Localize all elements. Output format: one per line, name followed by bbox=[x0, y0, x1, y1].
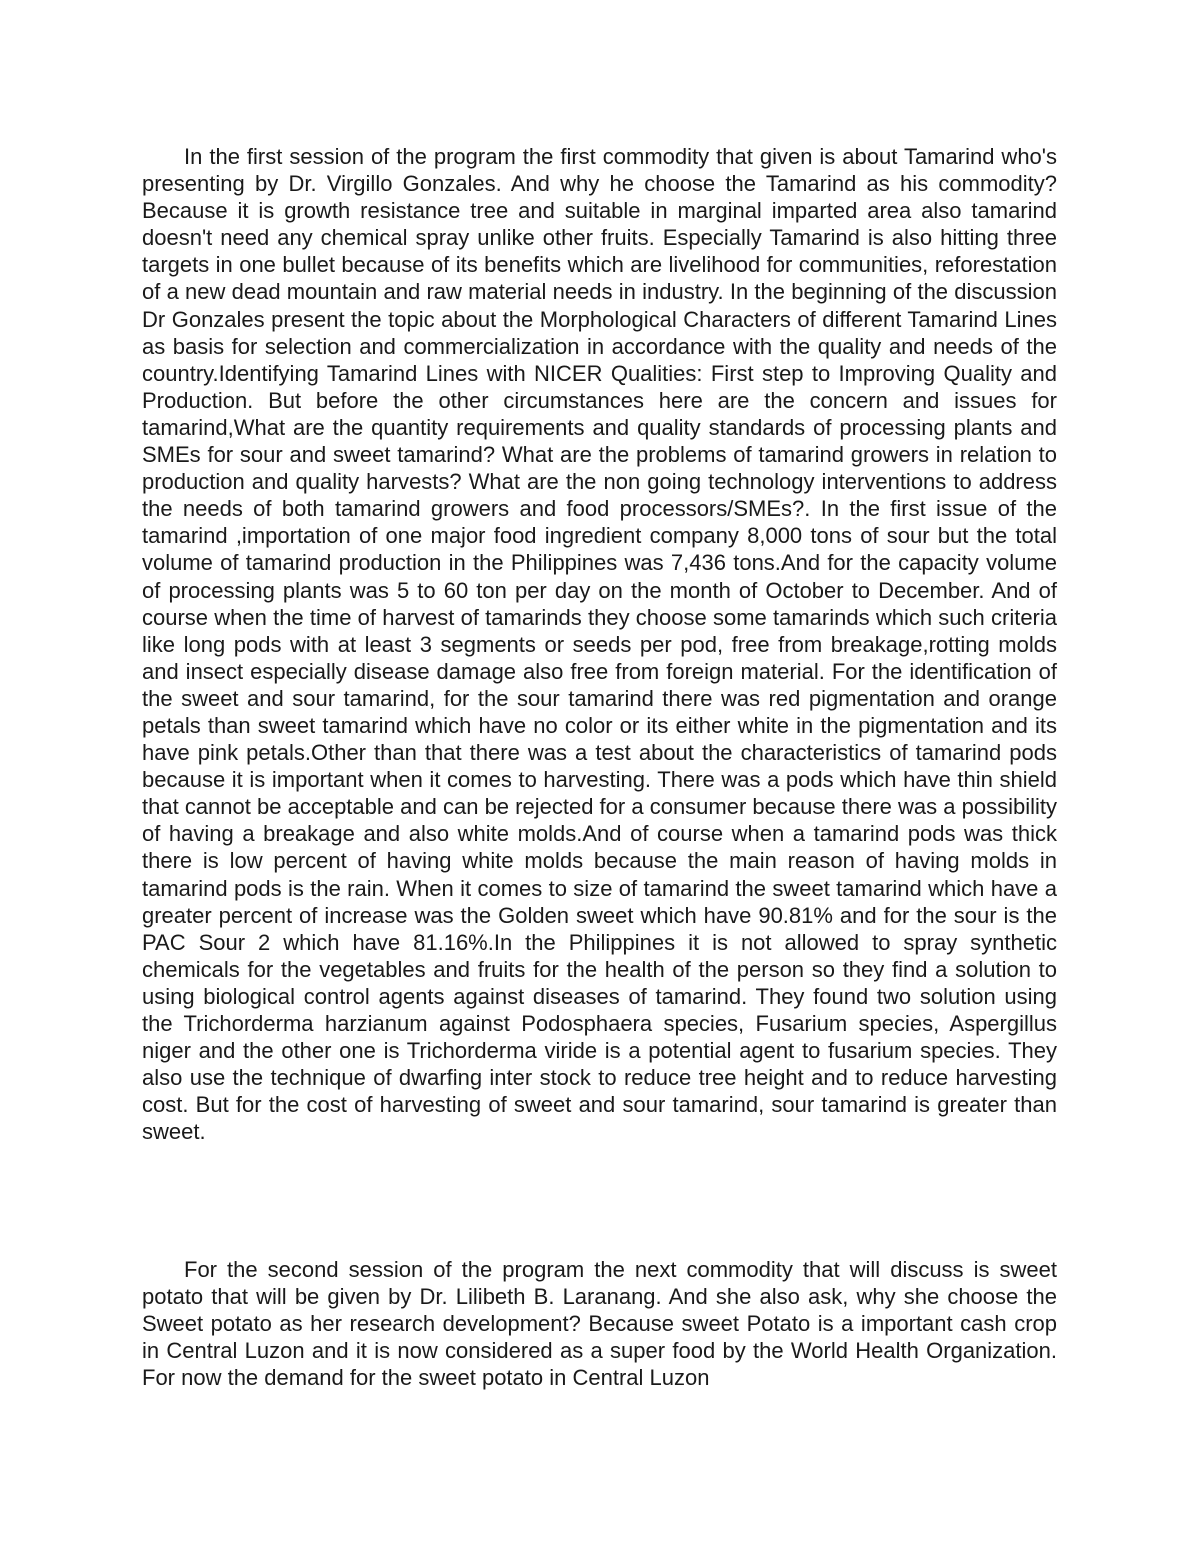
paragraph-text: In the first session of the program the first commodity that given is about Tamarind who's presenting by Dr. Virgillo Gonzales. And why he choose the Tamarind as his commodity? Because it is growth resistance tree and suitable in marginal imparted area also tamarind doesn't need any chemical spray unlike other fruits. Especially Tamarind is also hitting three targets in one bullet because of its benefits which are livelihood for communities, reforestation of a new dead mountain and raw material needs in industry. In the beginning of the discussion Dr Gonzales present the topic about the Morphological Characters of different Tamarind Lines as basis for selection and commercialization in accordance with the quality and needs of the country.Identifying Tamarind Lines with NICER Qualities: First step to Improving Quality and Production. But before the other circumstances here are the concern and issues for tamarind,What are the quantity requirements and quality standards of processing plants and SMEs for sour and sweet tamarind? What are the problems of tamarind growers in relation to production and quality harvests? What are the non going technology interventions to address the needs of both tamarind growers and food processors/SMEs?. In the first issue of the tamarind ,importation of one major food ingredient company 8,000 tons of sour but the total volume of tamarind production in the Philippines was 7,436 tons.And for the capacity volume of processing plants was 5 to 60 ton per day on the month of October to December. And of course when the time of harvest of tamarinds they choose some tamarinds which such criteria like long pods with at least 3 segments or seeds per pod, free from breakage,rotting molds and insect especially disease damage also free from foreign material. For the identification of the sweet and sour tamarind, for the sour tamarind there was red pigmentation and orange petals than sweet tamarind which have no color or its either white in the pigmentation and its have pink petals.Other than that there was a test about the characteristics of tamarind pods because it is important when it comes to harvesting. There was a pods which have thin shield that cannot be acceptable and can be rejected for a consumer because there was a possibility of having a breakage and also white molds.And of course when a tamarind pods was thick there is low percent of having white molds because the main reason of having molds in tamarind pods is the rain. When it comes to size of tamarind the sweet tamarind which have a greater percent of increase was the Golden sweet which have 90.81% and for the sour is the PAC Sour 2 which have 81.16%.In the Philippines it is not allowed to spray synthetic chemicals for the vegetables and fruits for the health of the person so they find a solution to using biological control agents against diseases of tamarind. They found two solution using the Trichorderma harzianum against Podosphaera species, Fusarium species, Aspergillus niger and the other one is Trichorderma viride is a potential agent to fusarium species. They also use the technique of dwarfing inter stock to reduce tree height and to reduce harvesting cost. But for the cost of harvesting of sweet and sour tamarind, sour tamarind is greater than sweet. bbox=[142, 144, 1057, 1145]
paragraph-tamarind-session bbox=[142, 143, 1057, 1145]
paragraph-text: For the second session of the program the next commodity that will discuss is sweet potato that will be given by Dr. Lilibeth B. Laranang. And she also ask, why she choose the Sweet potato as her research development? Because sweet Potato is a important cash crop in Central Luzon and it is now considered as a super food by the World Health Organization. For now the demand for the sweet potato in Central Luzon bbox=[142, 1257, 1057, 1391]
paragraph-sweet-potato-session bbox=[142, 1256, 1057, 1391]
